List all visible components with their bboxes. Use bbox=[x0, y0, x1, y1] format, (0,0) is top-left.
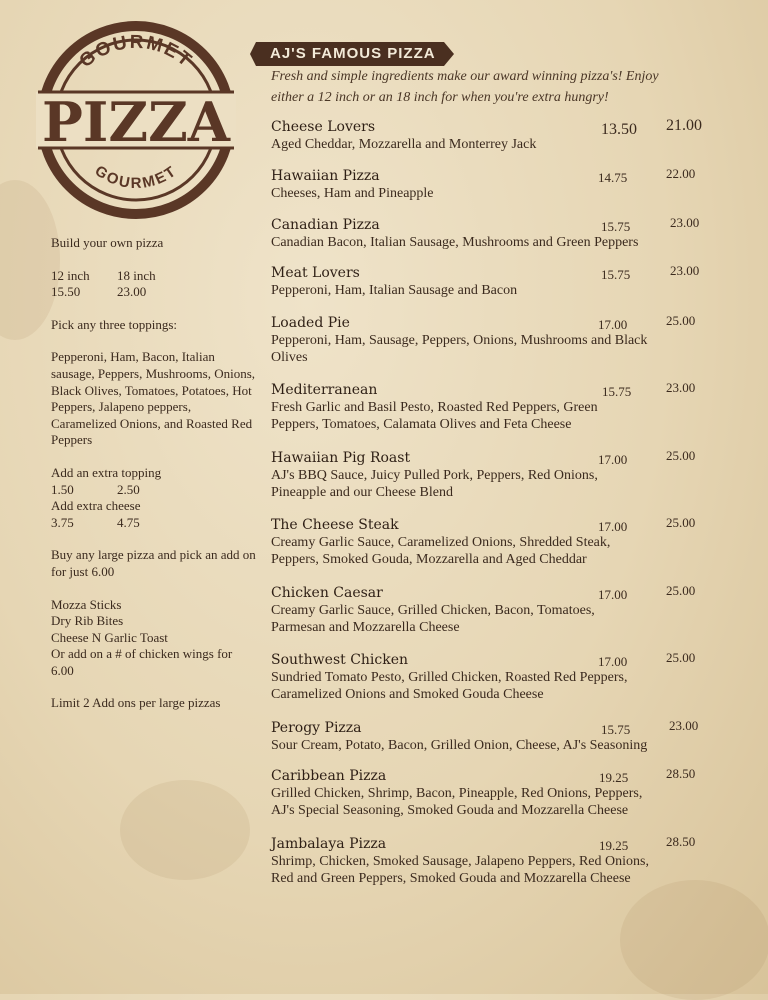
size-labels bbox=[51, 268, 256, 285]
toppings-list: Pepperoni, Ham, Bacon, Italian sausage, Peppers, Mushrooms, Onions, Black Olives, Tomatoes, Potatoes, Hot Peppers, Jalapeno peppers, Caramelized Onions, and Roasted Red Peppers bbox=[51, 349, 256, 448]
item-price-12: 13.50 bbox=[601, 121, 637, 138]
item-price-18: 21.00 bbox=[666, 117, 702, 134]
menu-item bbox=[271, 265, 711, 299]
item-price-18: 23.00 bbox=[669, 718, 699, 733]
extra-cheese-prices bbox=[51, 515, 256, 532]
menu-item bbox=[271, 315, 711, 366]
addon-item: Or add on a # of chicken wings for 6.00 bbox=[51, 646, 233, 678]
item-price-12: 15.75 bbox=[601, 267, 631, 282]
size-large-label: 18 inch bbox=[117, 267, 156, 283]
menu-item bbox=[271, 517, 711, 568]
addon-item: Mozza Sticks bbox=[51, 596, 122, 612]
item-price-12: 15.75 bbox=[602, 384, 632, 399]
item-name: Southwest Chicken bbox=[271, 652, 409, 668]
item-price-12: 17.00 bbox=[598, 587, 628, 602]
menu-item bbox=[271, 585, 711, 636]
item-price-18: 23.00 bbox=[666, 380, 696, 395]
item-price-12: 15.75 bbox=[601, 722, 631, 737]
extra-topping-prices bbox=[51, 482, 256, 499]
logo-top-text: GOURMET bbox=[75, 31, 197, 73]
item-description: Grilled Chicken, Shrimp, Bacon, Pineapple, Red Onions, Peppers, AJ's Special Seasoning, Smoked Gouda and Mozzarella Cheese bbox=[271, 786, 643, 818]
menu-item bbox=[271, 652, 711, 703]
item-description: Pepperoni, Ham, Italian Sausage and Bacon bbox=[271, 283, 518, 298]
item-description: Aged Cheddar, Mozzarella and Monterrey Jack bbox=[271, 137, 537, 152]
extra-topping-price-large: 2.50 bbox=[117, 481, 140, 497]
item-name: Hawaiian Pig Roast bbox=[271, 450, 411, 466]
item-name: Mediterranean bbox=[271, 382, 378, 398]
item-price-12: 14.75 bbox=[598, 170, 628, 185]
item-price-12: 17.00 bbox=[598, 654, 628, 669]
addon-offer: Buy any large pizza and pick an add on for just 6.00 bbox=[51, 547, 256, 579]
size-small-price: 15.50 bbox=[51, 284, 81, 300]
toppings-title: Pick any three toppings: bbox=[51, 316, 178, 332]
item-description: Creamy Garlic Sauce, Caramelized Onions, Shredded Steak, Peppers, Smoked Gouda, Mozzarella and Aged Cheddar bbox=[271, 535, 611, 567]
menu-item bbox=[271, 119, 711, 153]
limit-note: Limit 2 Add ons per large pizzas bbox=[51, 695, 221, 711]
item-price-12: 17.00 bbox=[598, 452, 628, 467]
logo-main-text: PIZZA bbox=[42, 90, 232, 154]
item-name: Cheese Lovers bbox=[271, 119, 376, 135]
size-prices bbox=[51, 284, 256, 301]
item-price-12: 17.00 bbox=[598, 519, 628, 534]
item-description: Cheeses, Ham and Pineapple bbox=[271, 186, 434, 201]
item-price-18: 25.00 bbox=[666, 583, 696, 598]
menu-item bbox=[271, 768, 711, 819]
size-large-price: 23.00 bbox=[117, 284, 147, 300]
item-name: Jambalaya Pizza bbox=[271, 836, 387, 852]
menu-item bbox=[271, 168, 711, 202]
extra-cheese-price-small: 3.75 bbox=[51, 514, 74, 530]
item-price-18: 25.00 bbox=[666, 515, 696, 530]
item-name: The Cheese Steak bbox=[271, 517, 399, 533]
item-name: Loaded Pie bbox=[271, 315, 350, 331]
item-description: Fresh Garlic and Basil Pesto, Roasted Red Peppers, Green Peppers, Tomatoes, Calamata Olives and Feta Cheese bbox=[271, 400, 598, 432]
extra-cheese-price-large: 4.75 bbox=[117, 514, 140, 530]
item-price-12: 15.75 bbox=[601, 219, 631, 234]
item-price-18: 28.50 bbox=[666, 766, 696, 781]
item-description: Sour Cream, Potato, Bacon, Grilled Onion, Cheese, AJ's Seasoning bbox=[271, 738, 648, 753]
item-name: Canadian Pizza bbox=[271, 217, 380, 233]
size-small-label: 12 inch bbox=[51, 267, 90, 283]
extra-topping-label: Add an extra topping bbox=[51, 464, 162, 480]
item-description: AJ's BBQ Sauce, Juicy Pulled Pork, Peppers, Red Onions, Pineapple and our Cheese Blend bbox=[271, 468, 598, 500]
item-price-18: 22.00 bbox=[666, 166, 696, 181]
item-price-18: 23.00 bbox=[670, 263, 700, 278]
item-description: Canadian Bacon, Italian Sausage, Mushrooms and Green Peppers bbox=[271, 235, 639, 250]
item-name: Meat Lovers bbox=[271, 265, 360, 281]
menu-item bbox=[271, 382, 711, 433]
item-price-18: 23.00 bbox=[670, 215, 700, 230]
item-price-18: 28.50 bbox=[666, 834, 696, 849]
item-price-18: 25.00 bbox=[666, 650, 696, 665]
menu-item bbox=[271, 217, 711, 251]
paper-stain bbox=[120, 780, 250, 880]
menu-item bbox=[271, 836, 711, 887]
extra-topping-price-small: 1.50 bbox=[51, 481, 74, 497]
item-price-12: 19.25 bbox=[599, 770, 629, 785]
addon-item: Dry Rib Bites bbox=[51, 613, 124, 629]
item-price-12: 17.00 bbox=[598, 317, 628, 332]
item-description: Shrimp, Chicken, Smoked Sausage, Jalapeno Peppers, Red Onions, Red and Green Peppers, Smoked Gouda and Mozzarella Cheese bbox=[271, 854, 649, 886]
addon-item: Cheese N Garlic Toast bbox=[51, 629, 168, 645]
logo-bottom-text: GOURMET bbox=[91, 162, 181, 192]
item-price-18: 25.00 bbox=[666, 313, 696, 328]
build-your-own-section bbox=[51, 235, 256, 712]
item-name: Perogy Pizza bbox=[271, 720, 362, 736]
item-name: Caribbean Pizza bbox=[271, 768, 387, 784]
menu-item bbox=[271, 720, 711, 754]
menu-banner: AJ'S FAMOUS PIZZA bbox=[256, 42, 444, 66]
gourmet-pizza-logo bbox=[36, 20, 236, 220]
item-description: Sundried Tomato Pesto, Grilled Chicken, Roasted Red Peppers, Caramelized Onions and Smoked Gouda Cheese bbox=[271, 670, 628, 702]
item-description: Creamy Garlic Sauce, Grilled Chicken, Bacon, Tomatoes, Parmesan and Mozzarella Cheese bbox=[271, 603, 595, 635]
item-name: Hawaiian Pizza bbox=[271, 168, 380, 184]
menu-item bbox=[271, 450, 711, 501]
menu-intro: Fresh and simple ingredients make our award winning pizza's! Enjoy either a 12 inch or an 18 inch for when you're extra hungry! bbox=[271, 69, 659, 105]
item-description: Pepperoni, Ham, Sausage, Peppers, Onions, Mushrooms and Black Olives bbox=[271, 333, 648, 365]
item-price-18: 25.00 bbox=[666, 448, 696, 463]
paper-stain bbox=[620, 880, 768, 1000]
extra-cheese-label: Add extra cheese bbox=[51, 498, 141, 514]
item-name: Chicken Caesar bbox=[271, 585, 383, 601]
item-price-12: 19.25 bbox=[599, 838, 629, 853]
build-title: Build your own pizza bbox=[51, 235, 164, 250]
